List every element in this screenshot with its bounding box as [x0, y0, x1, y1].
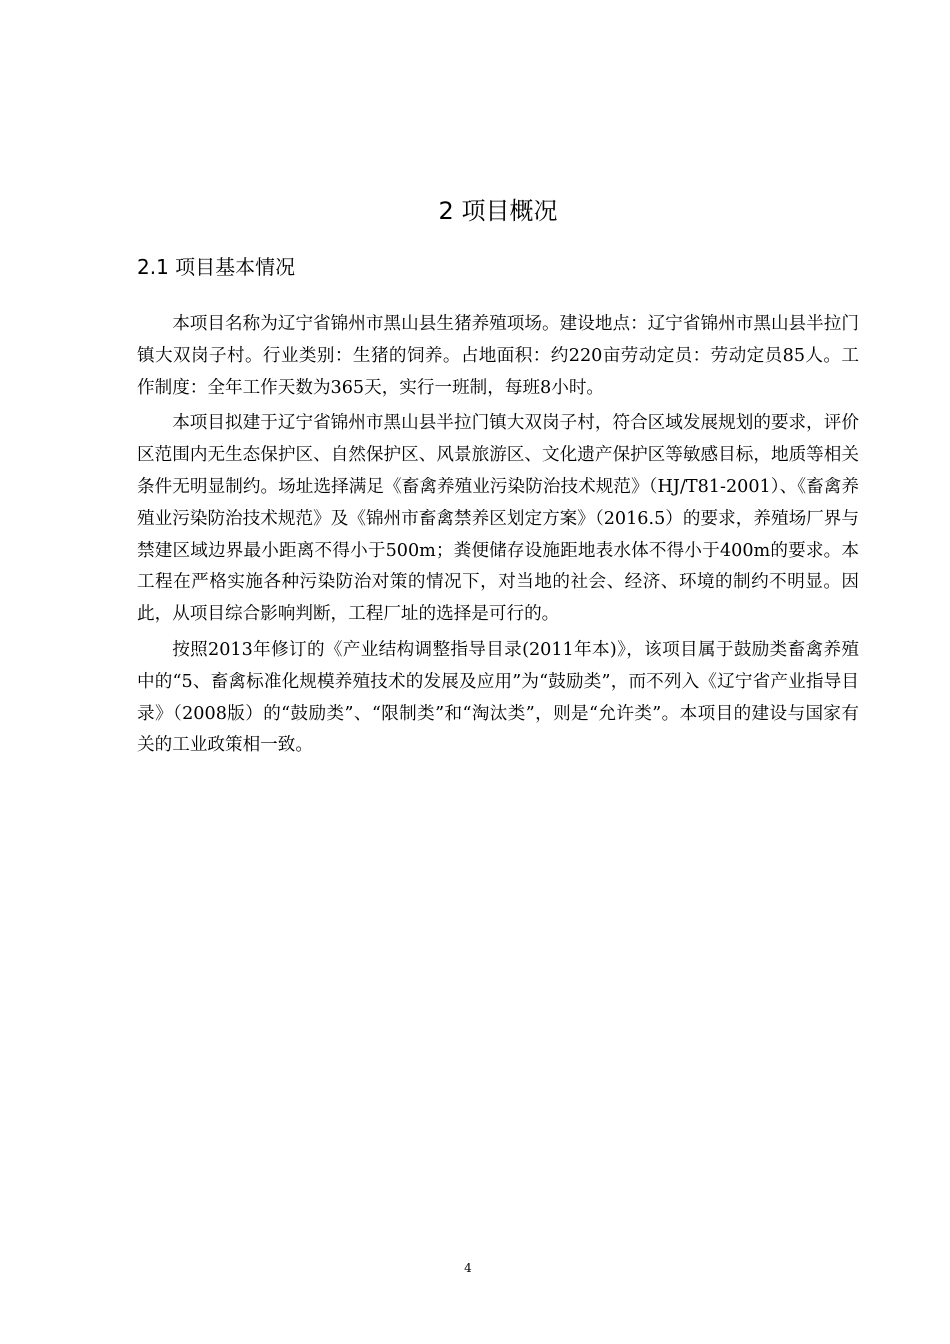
section-title: 2.1 项目基本情况	[137, 255, 296, 279]
page-number: 4	[464, 1261, 472, 1275]
body-text	[137, 309, 859, 766]
chapter-title: 2 项目概况	[438, 197, 558, 225]
paragraph-industrial-policy: 按照2013年修订的《产业结构调整指导目录(2011年本)》，该项目属于鼓励类畜禽养殖中的“5、畜禽标准化规模养殖技术的发展及应用”为“鼓励类”，而不列入《辽宁省产业指导目录》（2008版）的“鼓励类”、“限制类”和“淘汰类”，则是“允许类”。本项目的建设与国家有关的工业政策相一致。	[137, 639, 859, 756]
paragraph-site-selection: 本项目拟建于辽宁省锦州市黑山县半拉门镇大双岗子村，符合区域发展规划的要求，评价区范围内无生态保护区、自然保护区、风景旅游区、文化遗产保护区等敏感目标，地质等相关条件无明显制约。场址选择满足《畜禽养殖业污染防治技术规范》（HJ/T81-2001）、《畜禽养殖业污染防治技术规范》及《锦州市畜禽禁养区划定方案》（2016.5）的要求，养殖场厂界与禁建区域边界最小距离不得小于500m；粪便储存设施距地表水体不得小于400m的要求。本工程在严格实施各种污染防治对策的情况下，对当地的社会、经济、环境的制约不明显。因此，从项目综合影响判断，工程厂址的选择是可行的。	[137, 413, 859, 625]
paragraph-project-info: 本项目名称为辽宁省锦州市黑山县生猪养殖项场。建设地点：辽宁省锦州市黑山县半拉门镇大双岗子村。行业类别：生猪的饲养。占地面积：约220亩劳动定员：劳动定员85人。工作制度：全年工作天数为365天，实行一班制，每班8小时。	[137, 314, 859, 398]
